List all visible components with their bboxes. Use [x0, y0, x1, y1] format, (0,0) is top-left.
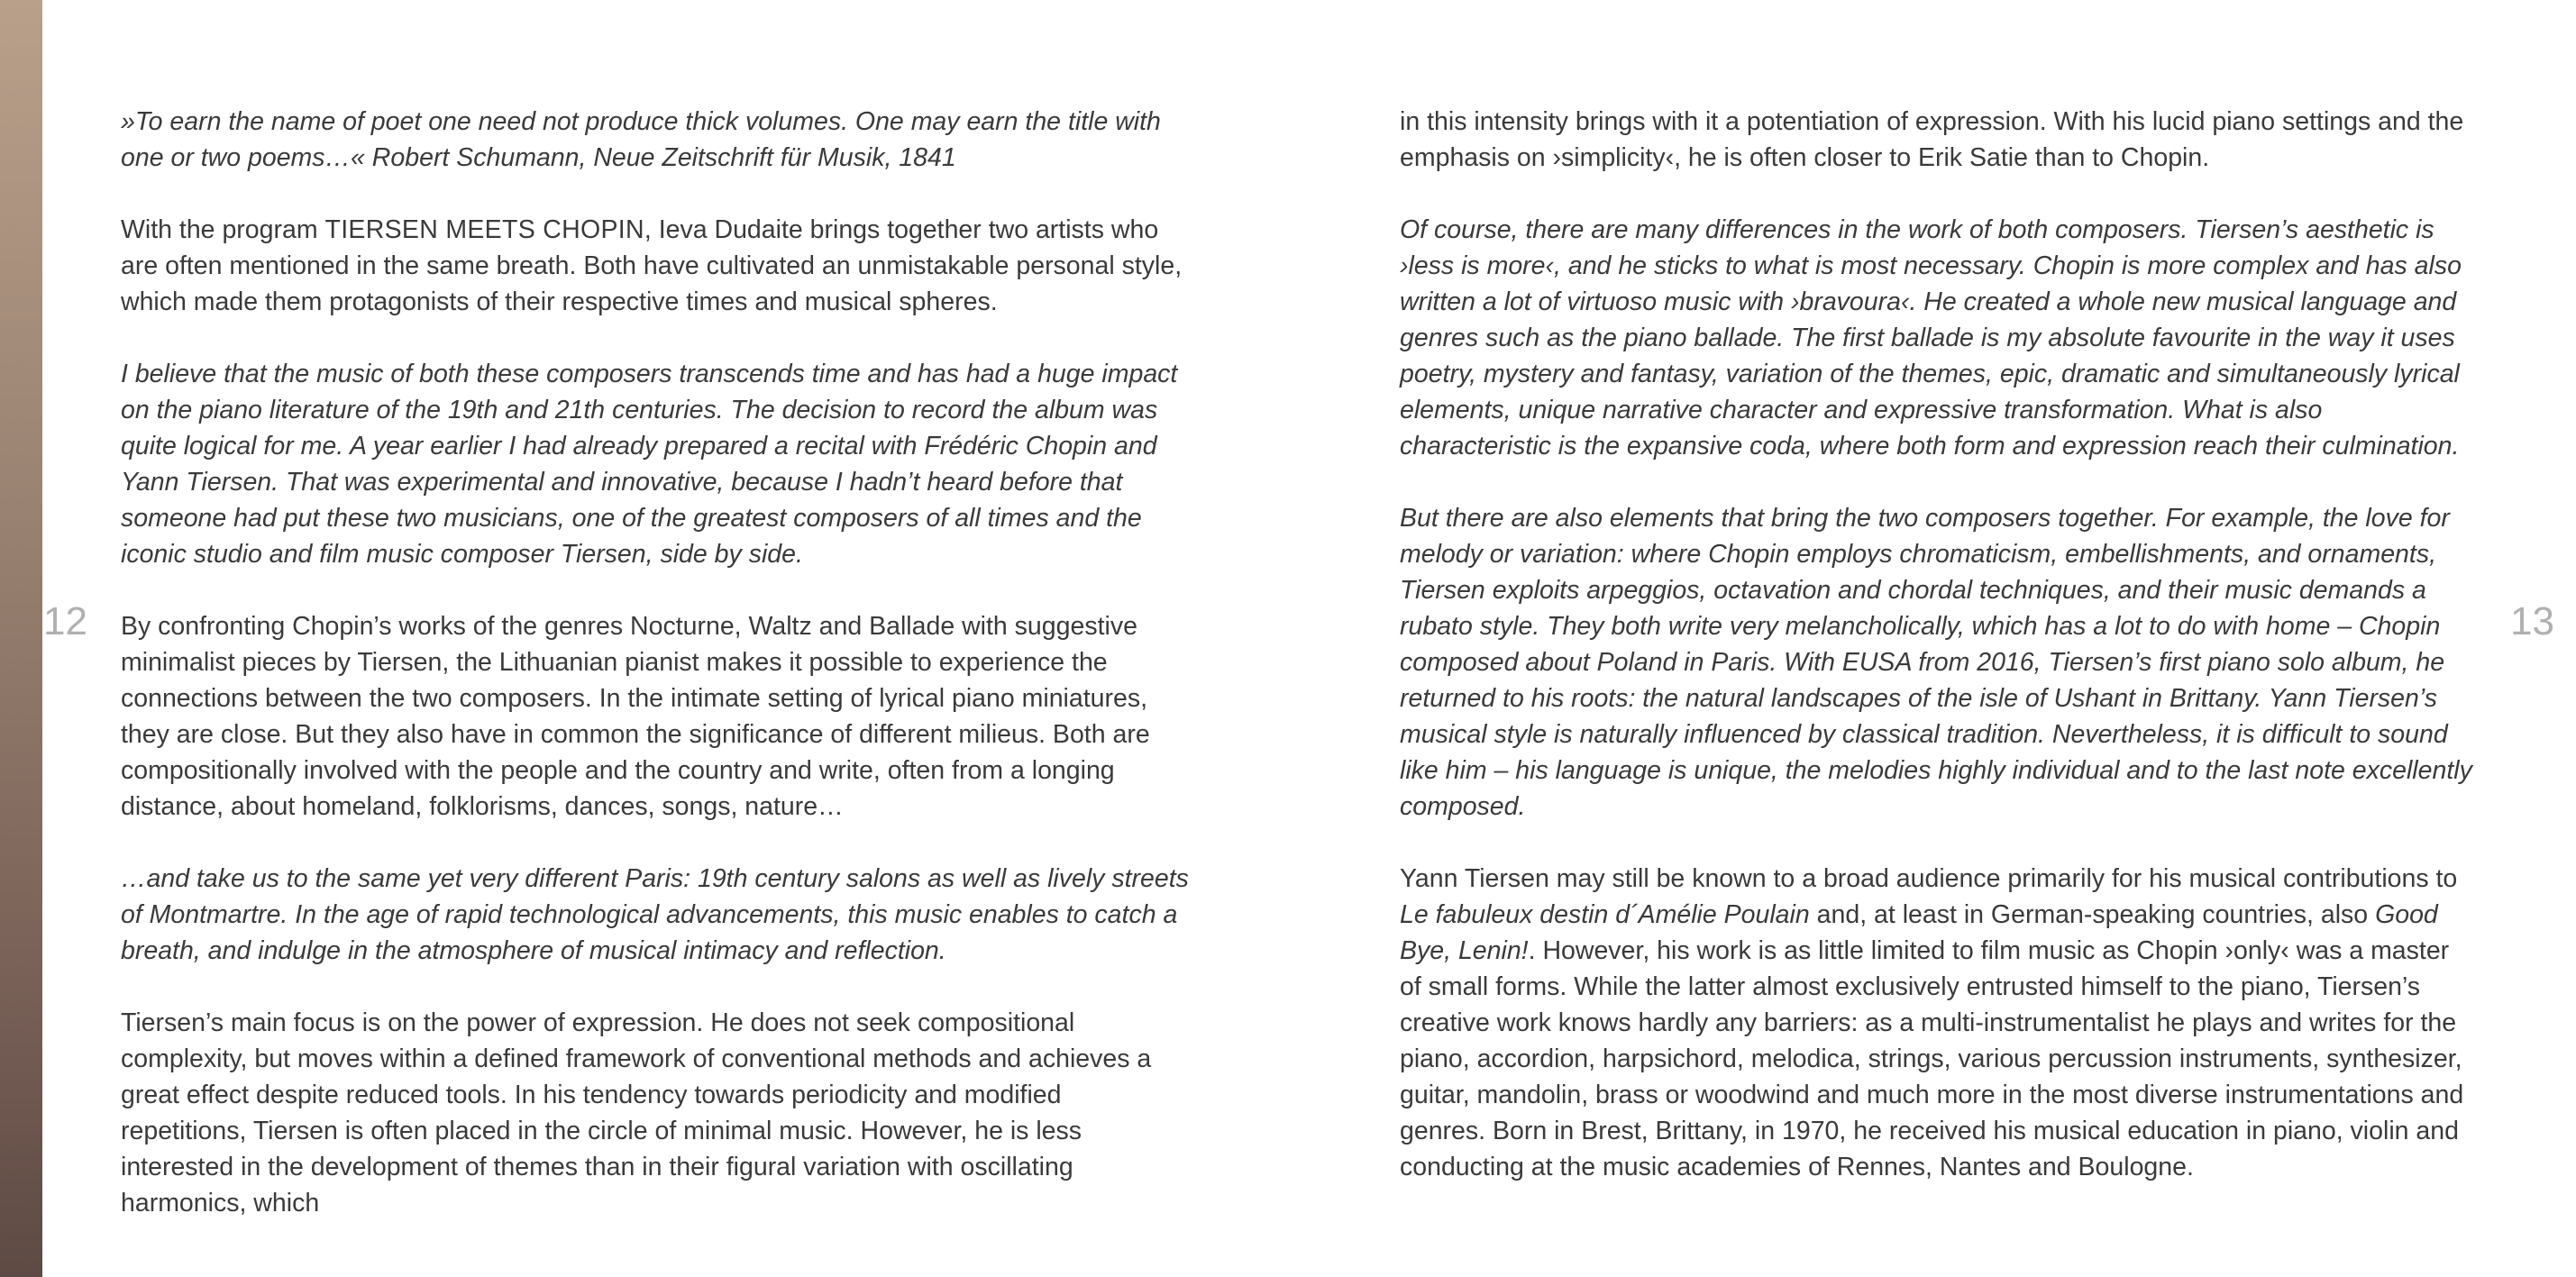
film-title-amelie: Le fabuleux destin d´Amélie Poulain [1400, 900, 1810, 929]
page-number-right: 13 [2510, 599, 2554, 643]
film-title-good-bye-lenin: Good Bye, Lenin! [1400, 900, 2438, 965]
pianist-quote-1: I believe that the music of both these composers transcends time and has had a huge impact on the piano literature of the 19th and 21th centuries. The decision to record the album was quite logical for me. A year earlier I had already prepared a recital with Frédéric Chopin and Yann Tiersen. That was experimental and innovative, because I hadn’t heard before that someone had put these two musicians, one of the greatest composers of all times and the iconic studio and film music composer Tiersen, side by side. [121, 360, 1178, 569]
right-page-text-column [1400, 104, 2472, 1185]
biography-text-c: . However, his work is as little limited to film music as Chopin ›only‹ was a master of small forms. While the latter almost exclusively entrusted himself to the piano, Tiersen’s creative work knows hardly any barriers: as a multi-instrumentalist he plays and writes for the piano, accordion, harpsichord, melodica, strings, various percussion instruments, synthesizer, guitar, mandolin, brass or woodwind and much more in the most diverse instrumentations and genres. Born in Brest, Brittany, in 1970, he received his musical education in piano, violin and conducting at the music academies of Rennes, Nantes and Boulogne. [1400, 936, 2464, 1181]
intro-text-start: With the program [121, 215, 325, 244]
biography-paragraph [1400, 861, 2472, 1185]
genres-paragraph: By confronting Chopin’s works of the genres Nocturne, Waltz and Ballade with suggestive minimalist pieces by Tiersen, the Lithuanian pianist makes it possible to experience the connections between the two composers. In the intimate setting of lyrical piano miniatures, they are close. But they also have in common the significance of different milieus. Both are compositionally involved with the people and the country and write, often from a longing distance, about homeland, folklorisms, dances, songs, nature… [121, 612, 1150, 821]
schumann-quote: »To earn the name of poet one need not produce thick volumes. One may earn the title with one or two poems…« Robert Schumann, Neue Zeitschrift für Musik, 1841 [121, 107, 1161, 172]
paris-paragraph: …and take us to the same yet very different Paris: 19th century salons as well as lively streets of Montmartre. In the age of rapid technological advancements, this music enables to catch a breath, and indulge in the atmosphere of musical intimacy and reflection. [121, 864, 1189, 965]
pianist-quote-3: But there are also elements that bring the two composers together. For example, the love for melody or variation: where Chopin employs chromaticism, embellishments, and ornaments, Tiersen exploits arpeggios, octavation and chordal techniques, and their music demands a rubato style. They both write very melancholically, which has a lot to do with home – Chopin composed about Poland in Paris. With EUSA from 2016, Tiersen’s first piano solo album, he returned to his roots: the natural landscapes of the isle of Ushant in Brittany. Yann Tiersen’s musical style is naturally influenced by classical tradition. Nevertheless, it is difficult to sound like him – his language is unique, the melodies highly individual and to the last note excellently composed. [1400, 504, 2472, 821]
pianist-quote-2: Of course, there are many differences in the work of both composers. Tiersen’s aesthetic is ›less is more‹, and he sticks to what is most necessary. Chopin is more complex and has also written a lot of virtuoso music with ›bravoura‹. He created a whole new musical language and genres such as the piano ballade. The first ballade is my absolute favourite in the way it uses poetry, mystery and fantasy, variation of the themes, epic, dramatic and simultaneously lyrical elements, unique narrative character and expressive transformation. What is also characteristic is the expansive coda, where both form and expression reach their culmination. [1400, 215, 2462, 461]
satie-paragraph: in this intensity brings with it a potentiation of expression. With his lucid piano settings and the emphasis on ›simplicity‹, he is often closer to Erik Satie than to Chopin. [1400, 107, 2464, 172]
biography-text-b: and, at least in German-speaking countries, also [1809, 900, 2376, 929]
booklet-spine [0, 0, 42, 1277]
program-title: TIERSEN MEETS CHOPIN [324, 215, 644, 244]
intro-text-end: , Ieva Dudaite brings together two artists who are often mentioned in the same breath. Both have cultivated an unmistakable personal style, which made them protagonists of their respective times and musical spheres. [121, 215, 1183, 316]
intro-paragraph [121, 212, 1193, 320]
page-number-left: 12 [43, 599, 87, 643]
expression-paragraph: Tiersen’s main focus is on the power of expression. He does not seek compositional complexity, but moves within a defined framework of conventional methods and achieves a great effect despite reduced tools. In his tendency towards periodicity and modified repetitions, Tiersen is often placed in the circle of minimal music. However, he is less interested in the development of themes than in their figural variation with oscillating harmonics, which [121, 1008, 1152, 1218]
biography-text-a: Yann Tiersen may still be known to a broad audience primarily for his musical contributions to [1400, 864, 2458, 893]
left-page-text-column [121, 104, 1193, 1221]
